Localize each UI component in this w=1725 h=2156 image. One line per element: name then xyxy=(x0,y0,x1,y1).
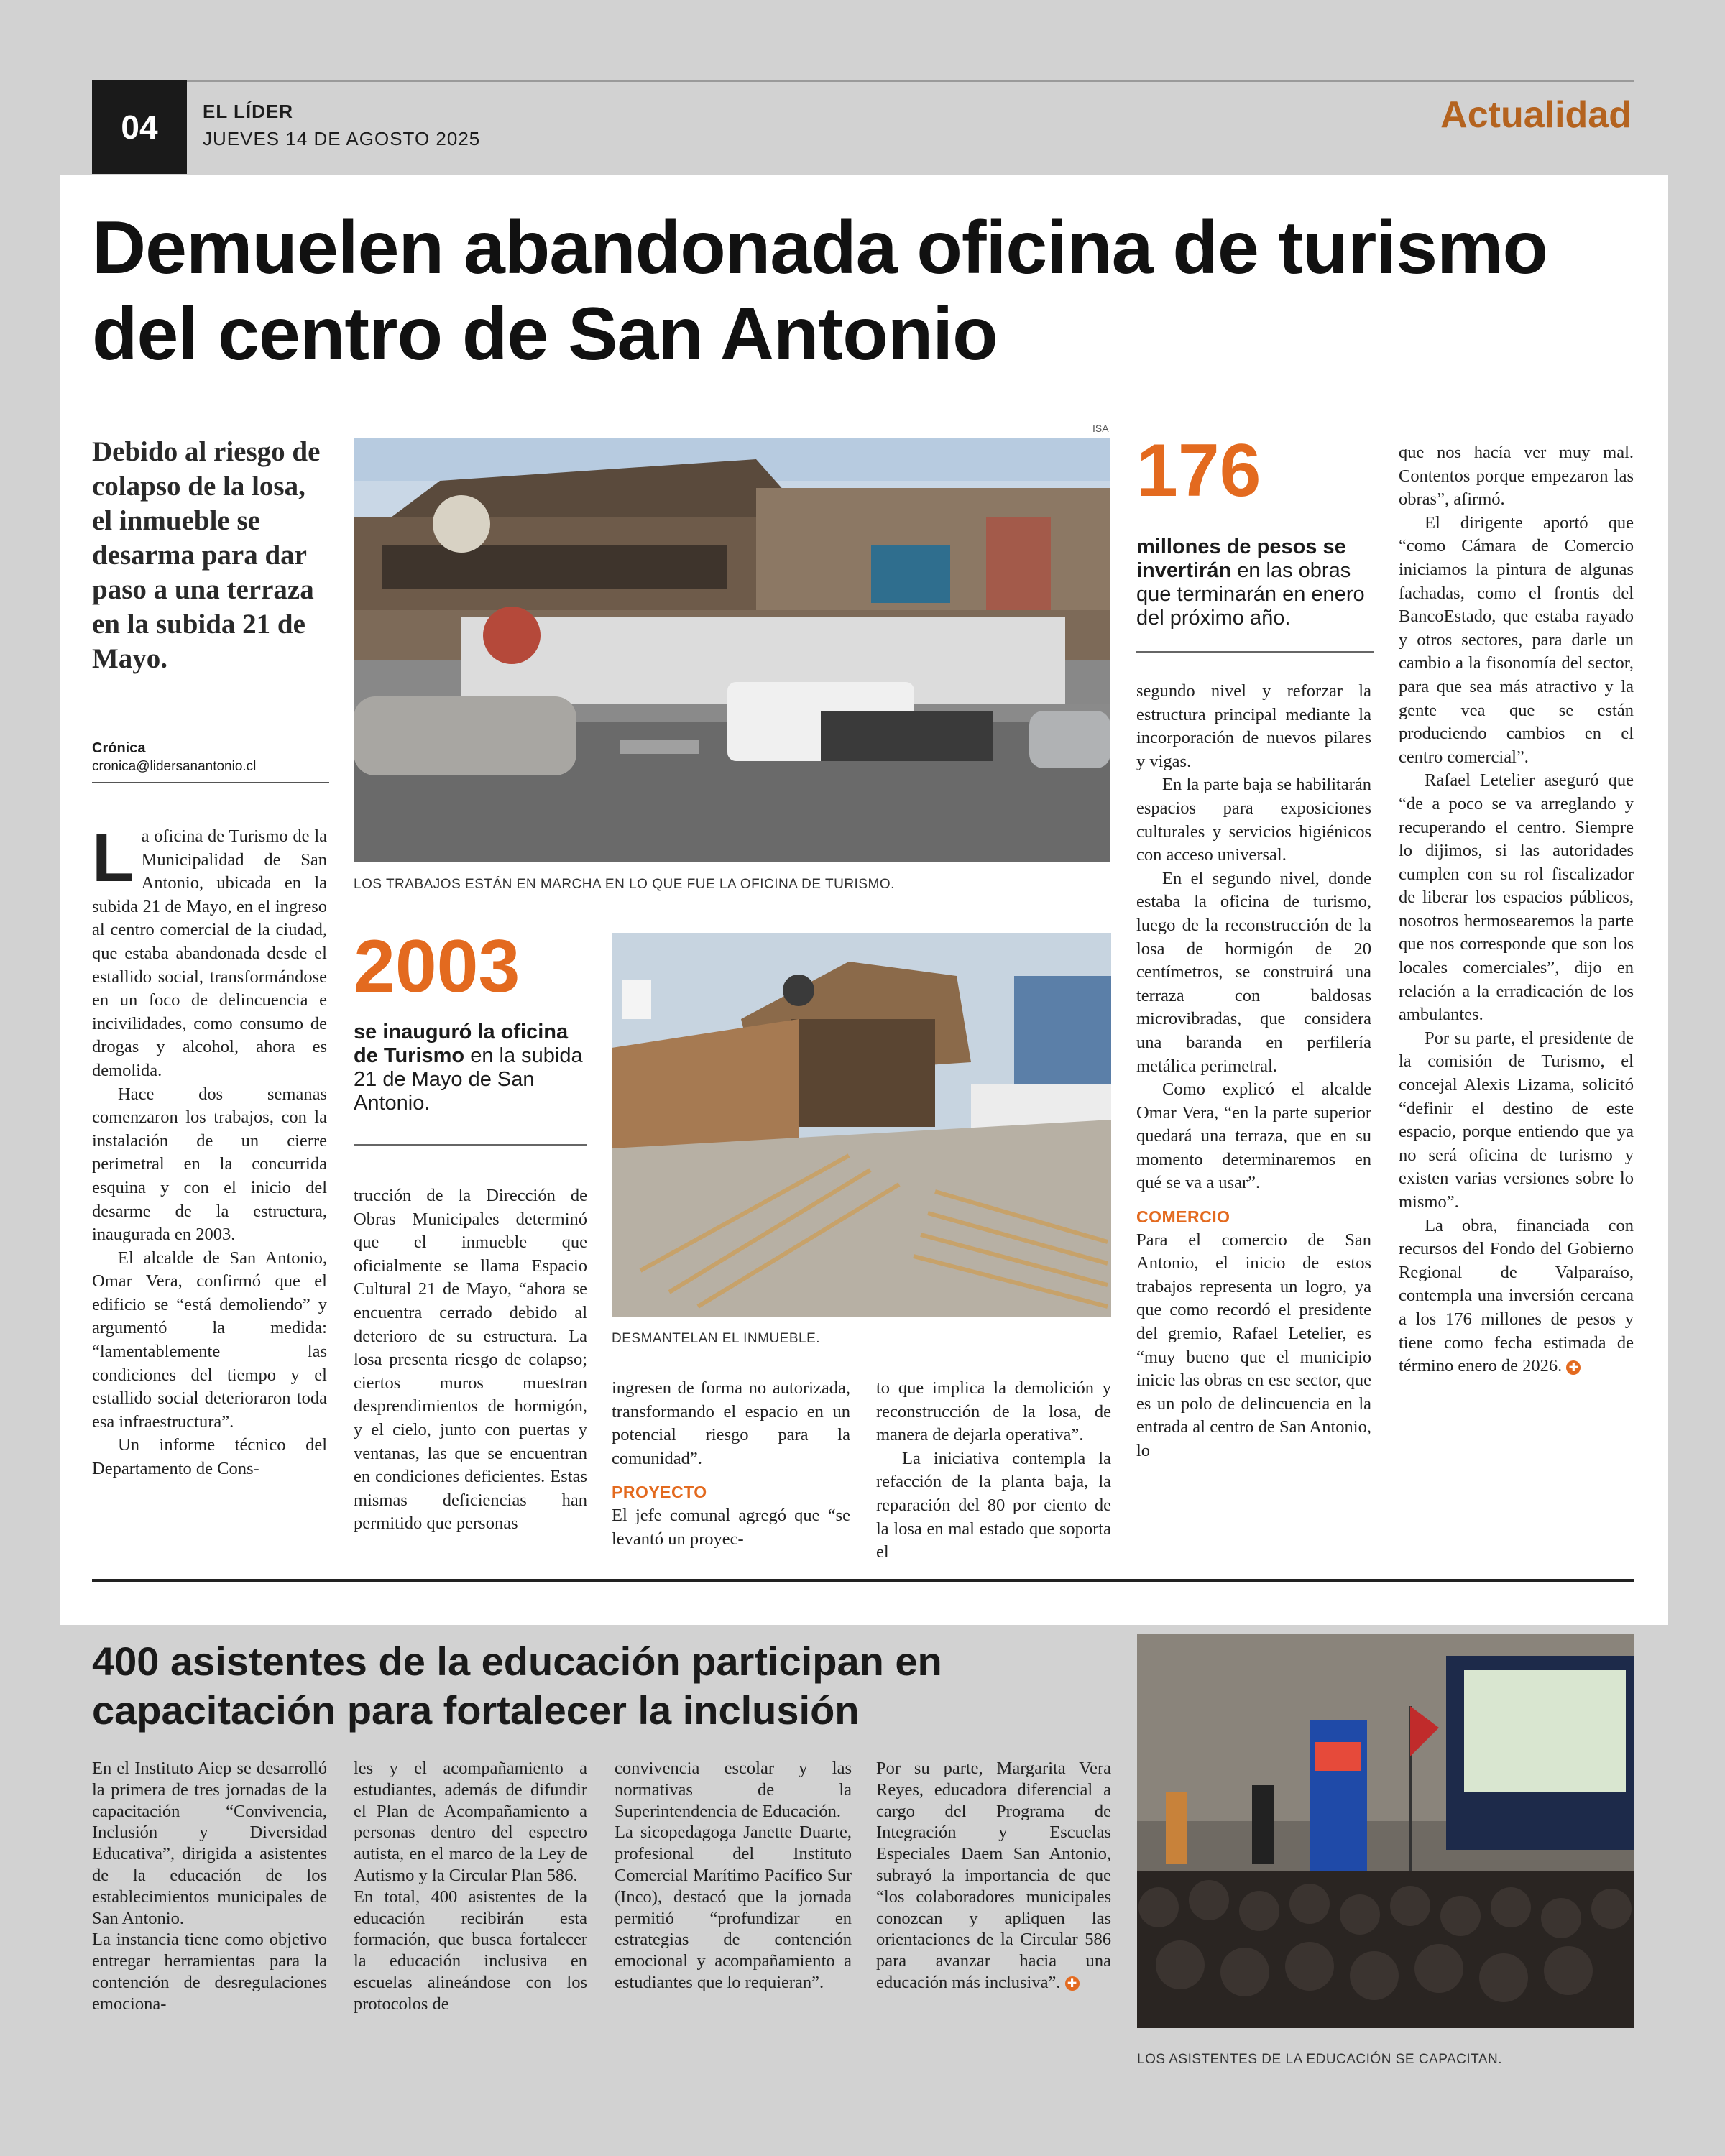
stat-divider xyxy=(354,1144,587,1146)
paragraph: La instancia tiene como objetivo entregar herramientas para la contención de desregulaciones emociona- xyxy=(92,1930,327,2014)
paragraph: que nos hacía ver muy mal. Contentos porque empezaron las obras”, afirmó. xyxy=(1399,443,1634,510)
article-2-column-3 xyxy=(615,1758,852,1994)
paragraph xyxy=(876,1758,1111,1994)
stat-highlight: se inauguró la oficina de Turismo xyxy=(354,1021,569,1067)
stat-highlight-2: millones de pesos se invertirán xyxy=(1136,535,1346,582)
paragraph: El alcalde de San Antonio, Omar Vera, confirmó que el edificio se “está demoliendo” y argumentó la medida: “lamentablemente las condiciones del tiempo y el estallido social deterioraron toda esa infraestructura”. xyxy=(92,1248,327,1432)
article-headline: Demuelen abandonada oficina de turismo del centro de San Antonio xyxy=(92,206,1548,376)
article-2-column-2 xyxy=(354,1758,587,2015)
newspaper-name: EL LÍDER xyxy=(203,101,293,122)
paragraph: les y el acompañamiento a estudiantes, además de difundir el Plan de Acompañamiento a personas dentro del espectro autista, en el marco de la Ley de Autismo y la Circular Plan 586. xyxy=(354,1759,587,1885)
byline: Crónica xyxy=(92,740,146,756)
paragraph xyxy=(1399,1215,1634,1378)
stat-text-2: en las obras que terminarán en enero del próximo año. xyxy=(1136,559,1365,630)
paragraph: trucción de la Dirección de Obras Municipales determinó que el inmueble que oficialmente se llama Espacio Cultural 21 de Mayo, “ahora se encuentra cerrado debido al deterioro de su estructura. La losa presenta riesgo de colapso; ciertos muros muestran desprendimientos de hormigón, y el cielo, junto con puertas y ventanas, las que se encuentran en condiciones deficientes. Estas mismas deficiencias han permitido que personas xyxy=(354,1186,587,1534)
dismantling-photo xyxy=(612,933,1111,1317)
end-of-article-icon: ✚ xyxy=(1566,1360,1581,1375)
paragraph: a oficina de Turismo de la Municipalidad de San Antonio, ubicada en la subida 21 de Mayo, en el ingreso al centro comercial de la ciudad, que estaba abandonada desde el estallido social, transformándose en un foco de delincuencia e incivilidades, como consumo de drogas y alcohol, ahora es demolida. xyxy=(92,826,327,1080)
paragraph: En la parte baja se habilitarán espacios para exposiciones culturales y servicios higiénicos con acceso universal. xyxy=(1136,775,1371,865)
article-2-column-4 xyxy=(876,1758,1111,1994)
article-column-1 xyxy=(92,819,327,1481)
issue-date: JUEVES 14 DE AGOSTO 2025 xyxy=(203,128,481,149)
paragraph: Rafael Letelier aseguró que “de a poco se va arreglando y recuperando el centro. Siempre lo dijimos, si las autoridades cumplen con su rol fiscalizador de liberar los espacios públicos, nosotros hermosearemos la parte que nos corresponde que son los locales comerciales”, dijo en relación a la erradicación de los ambulantes. xyxy=(1399,770,1634,1025)
paragraph: Como explicó el alcalde Omar Vera, “en la parte superior quedará una terraza, que en su momento determinaremos en qué se va a usar”. xyxy=(1136,1079,1371,1193)
article-2-headline: 400 asistentes de la educación participan en capacitación para fortalecer la inclusión xyxy=(92,1639,942,1733)
paragraph: Para el comercio de San Antonio, el inicio de estos trabajos representa un logro, ya que como recordó el presidente del gremio, Rafael Letelier, es “muy bueno que el municipio inicie las obras en ese sector, que es un polo de delincuencia en la entrada al centro de San Antonio, lo xyxy=(1136,1230,1371,1460)
paragraph: ingresen de forma no autorizada, transformando el espacio en un potencial riesgo para la comunidad”. xyxy=(612,1378,850,1468)
stat-number-2: 176 xyxy=(1136,429,1261,512)
photo-credit: ISA xyxy=(1092,423,1109,434)
stat-description-2 xyxy=(1136,535,1374,630)
subheading: PROYECTO xyxy=(612,1483,707,1502)
stat-description xyxy=(354,1021,584,1115)
end-of-article-icon: ✚ xyxy=(1065,1976,1080,1991)
page-number: 04 xyxy=(92,80,187,174)
byline-divider xyxy=(92,782,329,783)
article-deck: Debido al riesgo de colapso de la losa, el inmueble se desarma para dar paso a una terraza en la subida 21 de Mayo. xyxy=(92,436,321,674)
photo-caption-2: DESMANTELAN EL INMUEBLE. xyxy=(612,1331,821,1346)
article-column-6 xyxy=(1399,441,1634,1378)
paragraph: Por su parte, el presidente de la comisión de Turismo, el concejal Alexis Lizama, solicitó “definir el destino de este espacio, porque entiendo que ya no será oficina de turismo y existen varias versiones sobre lo mismo”. xyxy=(1399,1028,1634,1212)
paragraph: Hace dos semanas comenzaron los trabajos, con la instalación de un cierre perimetral en la concurrida esquina y con el inicio del desarme de la estructura, inaugurada en 2003. xyxy=(92,1084,327,1245)
construction-photo xyxy=(354,438,1110,862)
paragraph: convivencia escolar y las normativas de la Superintendencia de Educación. xyxy=(615,1759,852,1821)
paragraph: El dirigente aportó que “como Cámara de Comercio iniciamos la pintura de algunas fachadas, como el frontis del BancoEstado, que estaba rayado y otros sectores, para darle un cambio a la fisonomía del sector, para que sea más atractivo y la gente vea que se están produciendo cambios en el centro comercial”. xyxy=(1399,512,1634,767)
article-column-5 xyxy=(1136,680,1371,1463)
paragraph: El jefe comunal agregó que “se levantó un proyec- xyxy=(612,1505,850,1549)
article-column-4 xyxy=(876,1377,1111,1565)
paragraph: to que implica la demolición y reconstrucción de la losa, de manera de dejarla operativa”. xyxy=(876,1378,1111,1445)
paragraph: En el segundo nivel, donde estaba la oficina de turismo, luego de la reconstrucción de la losa de hormigón de 20 centímetros, se construirá una terraza con baldosas microvibradas, que considera una baranda en perfilería metálica perimetral. xyxy=(1136,868,1371,1076)
stat-number: 2003 xyxy=(354,925,520,1008)
photo-caption: LOS TRABAJOS ESTÁN EN MARCHA EN LO QUE FUE LA OFICINA DE TURISMO. xyxy=(354,877,895,892)
page-header-bar xyxy=(92,80,1634,174)
stat-divider-2 xyxy=(1136,651,1374,653)
paragraph: Un informe técnico del Departamento de Cons- xyxy=(92,1435,327,1479)
article-column-3 xyxy=(612,1377,850,1551)
paragraph: La sicopedagoga Janette Duarte, profesional del Instituto Comercial Marítimo Pacífico Sur (Inco), destacó que la jornada permitió “profundizar en estrategias de contención emocional y acompañamiento a estudiantes que lo requieran”. xyxy=(615,1823,852,1992)
paragraph: La iniciativa contempla la refacción de la planta baja, la reparación del 80 por ciento de la losa en mal estado que soporta el xyxy=(876,1448,1111,1562)
paragraph-text: Por su parte, Margarita Vera Reyes, educadora diferencial a cargo del Programa de Integración y Escuelas Especiales Daem San Antonio, subrayó la importancia de que “los colaboradores municipales conozcan y apliquen las orientaciones de la Circular 586 para avanzar hacia una educación más inclusiva”. xyxy=(876,1759,1111,1992)
article-column-2 xyxy=(354,1184,587,1536)
subheading: COMERCIO xyxy=(1136,1207,1230,1227)
section-name: Actualidad xyxy=(1440,94,1632,136)
paragraph: segundo nivel y reforzar la estructura principal mediante la incorporación de nuevos pilares y vigas. xyxy=(1136,681,1371,771)
article-2-column-1 xyxy=(92,1758,327,2015)
paragraph-text: La obra, financiada con recursos del Fondo del Gobierno Regional de Valparaíso, contempla una inversión cercana a los 176 millones de pesos y tiene como fecha estimada de término enero de 2026. xyxy=(1399,1215,1634,1376)
drop-cap: L xyxy=(92,819,134,896)
byline-email: cronica@lidersanantonio.cl xyxy=(92,759,257,774)
paragraph: En el Instituto Aiep se desarrolló la primera de tres jornadas de la capacitación “Convivencia, Inclusión y Diversidad Educativa”, dirigida a asistentes de la educación de los establecimientos municipales de San Antonio. xyxy=(92,1759,327,1928)
paragraph: En total, 400 asistentes de la educación recibirán esta formación, que busca fortalecer la educación inclusiva en escuelas alineándose con los protocolos de xyxy=(354,1886,587,2014)
photo-caption-3: LOS ASISTENTES DE LA EDUCACIÓN SE CAPACITAN. xyxy=(1137,2052,1503,2067)
training-session-photo xyxy=(1137,1634,1634,2028)
article-bottom-rule xyxy=(92,1579,1634,1582)
stat-text: en la subida 21 de Mayo de San Antonio. xyxy=(354,1044,583,1115)
